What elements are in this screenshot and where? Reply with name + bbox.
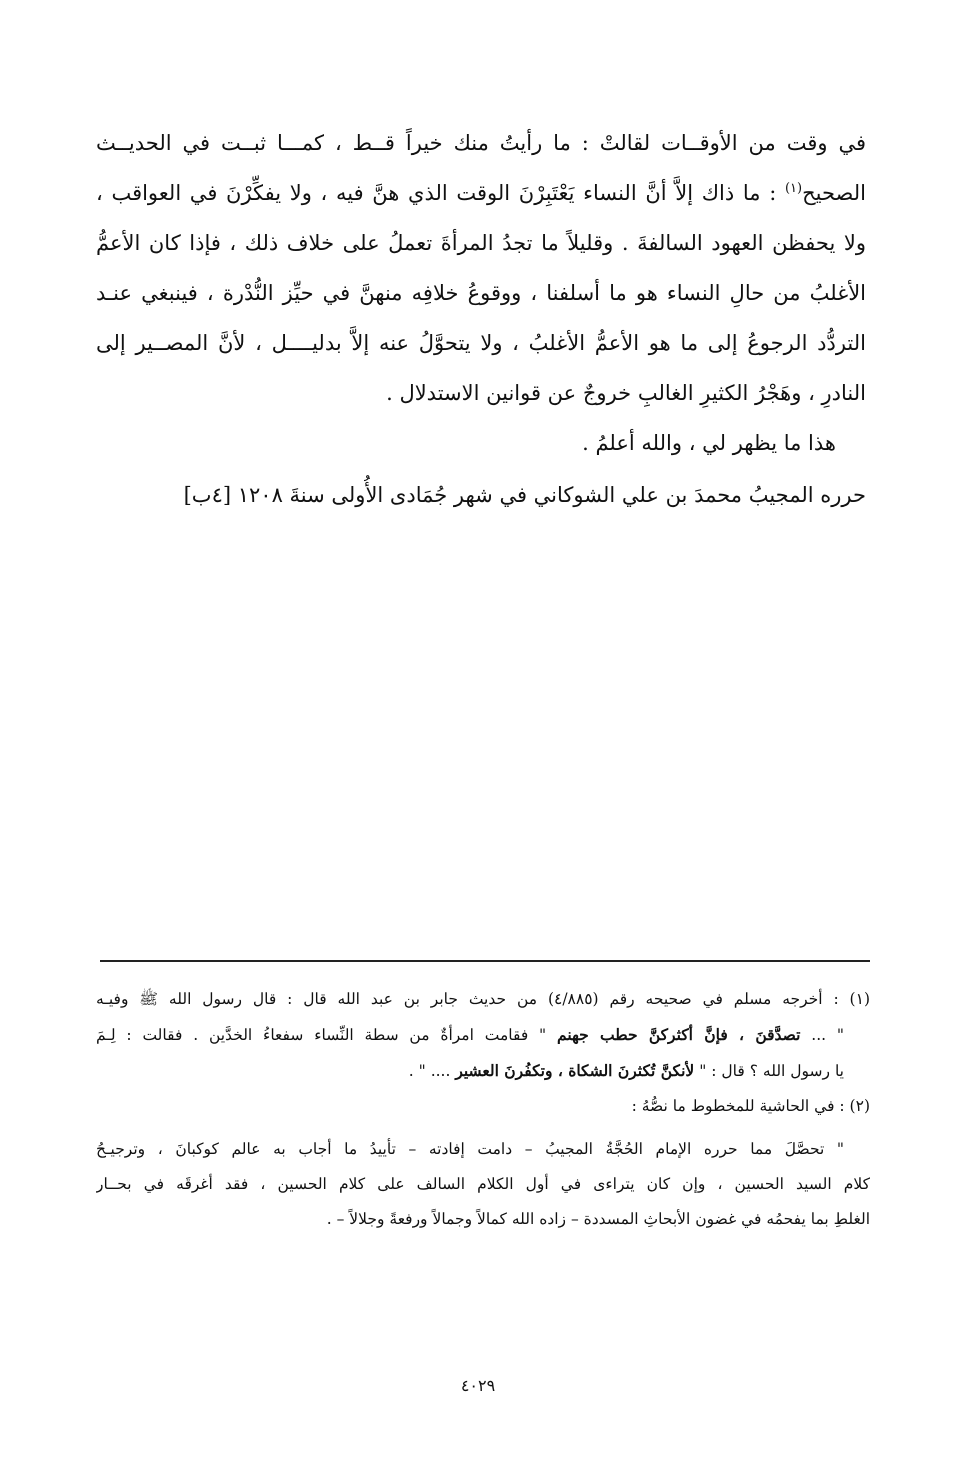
footnote-1-narration: " فقامت امرأةٌ من سطة النِّساء سفعاءُ الخدَّين . فقالت : لِـمَ [96, 1026, 558, 1044]
footnote-ref-1[interactable]: (١) [784, 181, 803, 196]
footnote-1-line-2 [96, 1017, 870, 1053]
footnote-1-question: يا رسول الله ؟ قال : " [694, 1062, 844, 1080]
main-text [96, 118, 866, 418]
footnote-separator [100, 960, 870, 962]
footnote-1-line-1: (١) : أخرجه مسلم في صحيحه رقم (٤/٨٨٥) من حديث جابر بن عبد الله قال : قال رسول الله ﷺ وفيـه [96, 990, 870, 1008]
author-colophon: حرره المجيبُ محمدَ بن علي الشوكاني في شهر جُمَادى الأُولى سنةَ ١٢٠٨ [٤ب] [183, 483, 866, 507]
footnote-1-line-3 [96, 1053, 870, 1089]
footnote-2-line-3: كلام السيد الحسين ، وإن كان يتراءى في أول الكلام السالف على كلام الحسين ، فقد أغرقَه في بحــار [96, 1175, 870, 1193]
body-line-2-rest: : ما ذاك إلاَّ أنَّ النساء يَعْتَبِرْنَ الوقت الذي هنَّ فيه ، ولا يفكِّرْنَ في العواقب ، [96, 181, 777, 205]
body-line-2 [96, 168, 866, 218]
footnote-2-line-4: الغلطِ بما يفحمُه في غضون الأبحاثِ المسددة – زاده الله كمالاً وجمالاً ورفعةً وجلالاً – . [326, 1210, 870, 1228]
body-line-5: التردُّد الرجوعُ إلى ما هو الأعمُّ الأغلبُ ، ولا يتحوَّلُ عنه إلاَّ بدليــــل ، لأنَّ المصــير إلى [96, 331, 866, 355]
body-line-3: ولا يحفظن العهود السالفةَ . وقليلاً ما تجدُ المرأةَ تعملُ على خلاف ذلك ، فإذا كان الأعمُّ [96, 231, 866, 255]
closing-statement: هذا ما يظهر لي ، والله أعلمُ . [582, 431, 836, 455]
footnote-1-hadith-bold-2: لأنكنَّ تُكثرنَ الشكاة ، وتكفُرنَ العشير [455, 1061, 695, 1080]
footnote-1-quote-close: .... " . [408, 1062, 456, 1080]
footnote-1-hadith-bold-1: تصدَّقنَ ، فإنَّ أكثركنَّ حطب جهنم [557, 1025, 801, 1044]
footnote-2-line-1: (٢) : في الحاشية للمخطوط ما نصُّهُ : [631, 1097, 870, 1115]
footnote-2-line-2: " تحصَّلَ مما حرره الإمام الحُجَّةُ المجيبُ – دامت إفادته – تأييدُ ما أجاب به عالم كوكبانَ ، وترجيـحُ [96, 1140, 844, 1158]
footnote-1-quote-open: " ... [800, 1026, 844, 1044]
body-line-4: الأغلبُ من حالِ النساء هو ما أسلفنا ، ووقوعُ خلافِه منهنَّ في حيِّز النُّدْرة ، فينبغي عنـد [96, 281, 866, 305]
footnotes [96, 982, 870, 1237]
body-line-1: في وقت من الأوقــات لقالتْ : ما رأيتُ منك خيراً قــط ، كمـــا ثبــت في الحديــث [96, 131, 866, 155]
body-line-6: النادرِ ، وهَجْرُ الكثيرِ الغالبِ خروجٌ عن قوانين الاستدلال . [386, 381, 866, 405]
page-number: ٤٠٢٩ [460, 1376, 496, 1395]
body-line-2-start: الصحيح [802, 181, 866, 205]
